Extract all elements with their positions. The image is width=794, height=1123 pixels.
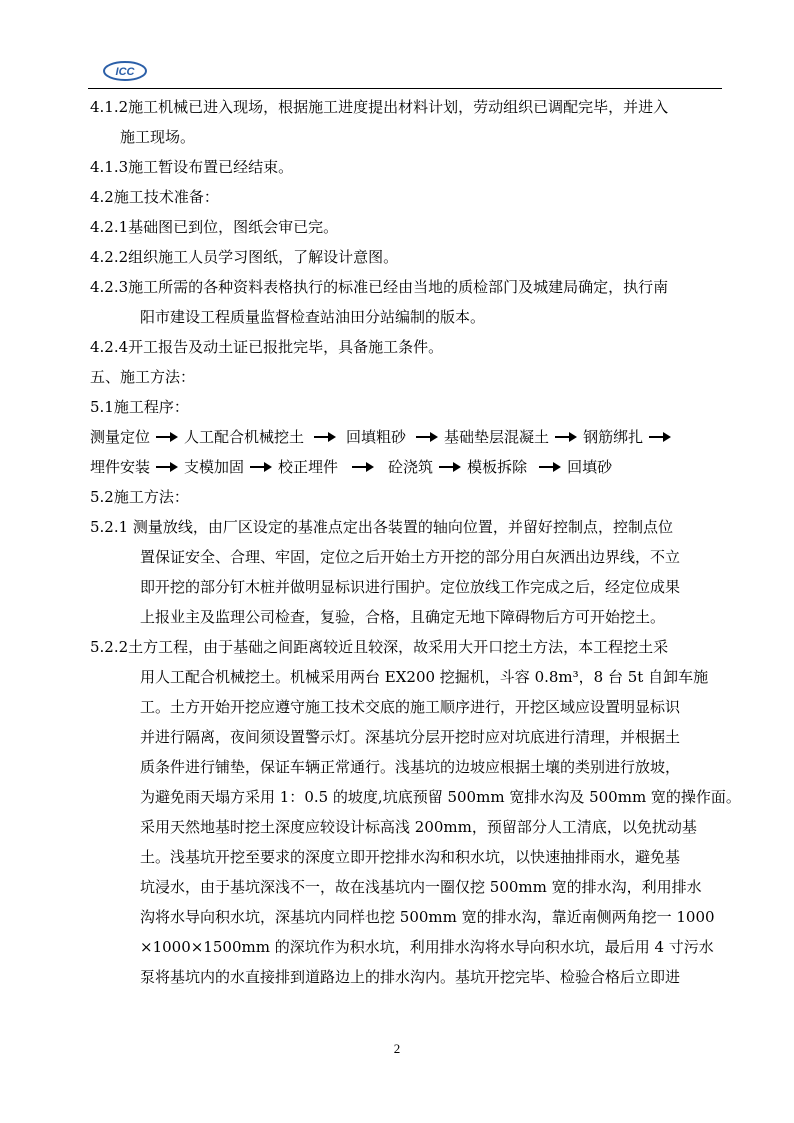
arrow-right-icon (314, 432, 336, 442)
flow-step: 基础垫层混凝土 (444, 428, 550, 446)
section-5-1-heading: 5.1施工程序： (90, 398, 189, 416)
section-5-2-heading: 5.2施工方法： (90, 488, 189, 506)
procedure-flow-row-1 (90, 422, 730, 452)
paragraph-line: 泵将基坑内的水直接排到道路边上的排水沟内。基坑开挖完毕、检验合格后立即进 (140, 968, 681, 986)
paragraph-5-2-2 (90, 632, 741, 992)
paragraph-line: 土。浅基坑开挖至要求的深度立即开挖排水沟和积水坑，以快速抽排雨水，避免基 (140, 848, 681, 866)
paragraph-line: 质条件进行铺垫，保证车辆正常通行。浅基坑的边坡应根据土壤的类别进行放坡， (140, 758, 681, 776)
section-4-1-3: 4.1.3施工暂设布置已经结束。 (90, 158, 294, 176)
page-number: 2 (393, 1041, 401, 1056)
paragraph-line: 为避免雨天塌方采用 1：0.5 的坡度,坑底预留 500mm 宽排水沟及 500mm 宽的操作面。 (140, 788, 741, 806)
section-4-2-heading: 4.2施工技术准备： (90, 188, 219, 206)
flow-step: 测量定位 (90, 428, 151, 446)
flow-step: 支模加固 (184, 458, 245, 476)
arrow-right-icon (539, 462, 561, 472)
paragraph-line: 5.2.1 测量放线，由厂区设定的基准点定出各装置的轴向位置，并留好控制点，控制点位 (90, 518, 673, 536)
paragraph-line: 即开挖的部分钉木桩并做明显标识进行围护。定位放线工作完成之后，经定位成果 (140, 578, 681, 596)
flow-step: 砼浇筑 (388, 458, 434, 476)
paragraph-line: 5.2.2土方工程，由于基础之间距离较近且较深，故采用大开口挖土方法，本工程挖土采 (90, 638, 669, 656)
paragraph-line: 沟将水导向积水坑，深基坑内同样也挖 500mm 宽的排水沟，靠近南侧两角挖一 1000 (140, 908, 715, 926)
arrow-right-icon (156, 462, 178, 472)
section-4-2-3: 4.2.3施工所需的各种资料表格执行的标准已经由当地的质检部门及城建局确定，执行南 (90, 278, 669, 296)
arrow-right-icon (352, 462, 374, 472)
flow-step: 埋件安装 (90, 458, 151, 476)
paragraph-line: 上报业主及监理公司检查，复验，合格，且确定无地下障碍物后方可开始挖土。 (140, 608, 666, 626)
arrow-right-icon (555, 432, 577, 442)
flow-step: 回填粗砂 (346, 428, 407, 446)
section-4-2-3-cont: 阳市建设工程质量监督检查站油田分站编制的版本。 (140, 308, 486, 326)
section-4-1-2-cont: 施工现场。 (120, 128, 196, 146)
section-4-1-2: 4.1.2施工机械已进入现场，根据施工进度提出材料计划，劳动组织已调配完毕，并进入 (90, 98, 669, 116)
paragraph-line: 用人工配合机械挖土。机械采用两台 EX200 挖掘机，斗容 0.8m³，8 台 5t 自卸车施 (140, 668, 709, 686)
arrow-right-icon (416, 432, 438, 442)
document-body (90, 92, 741, 992)
paragraph-5-2-1 (90, 512, 730, 632)
flow-step: 钢筋绑扎 (583, 428, 644, 446)
chapter-5-heading: 五、施工方法： (90, 368, 196, 386)
flow-step: 人工配合机械挖土 (184, 428, 305, 446)
paragraph-line: 并进行隔离，夜间须设置警示灯。深基坑分层开挖时应对坑底进行清理，并根据土 (140, 728, 681, 746)
arrow-right-icon (649, 432, 671, 442)
section-4-2-1: 4.2.1基础图已到位，图纸会审已完。 (90, 218, 339, 236)
section-4-2-4: 4.2.4开工报告及动土证已报批完毕，具备施工条件。 (90, 338, 444, 356)
paragraph-line: ×1000×1500mm 的深坑作为积水坑，利用排水沟将水导向积水坑，最后用 4 寸污水 (140, 938, 714, 956)
arrow-right-icon (250, 462, 272, 472)
company-logo (102, 60, 148, 82)
arrow-right-icon (439, 462, 461, 472)
paragraph-line: 工。土方开始开挖应遵守施工技术交底的施工顺序进行，开挖区域应设置明显标识 (140, 698, 681, 716)
section-4-2-2: 4.2.2组织施工人员学习图纸，了解设计意图。 (90, 248, 399, 266)
flow-step: 模板拆除 (467, 458, 528, 476)
header-rule (88, 88, 722, 89)
flow-step: 校正埋件 (278, 458, 339, 476)
logo-text: ICC (115, 66, 135, 78)
flow-step: 回填砂 (567, 458, 613, 476)
paragraph-line: 采用天然地基时挖土深度应较设计标高浅 200mm，预留部分人工清底，以免扰动基 (140, 818, 697, 836)
procedure-flow-row-2 (90, 452, 730, 482)
paragraph-line: 置保证安全、合理、牢固，定位之后开始土方开挖的部分用白灰洒出边界线，不立 (140, 548, 681, 566)
paragraph-line: 坑浸水，由于基坑深浅不一，故在浅基坑内一圈仅挖 500mm 宽的排水沟，利用排水 (140, 878, 702, 896)
arrow-right-icon (156, 432, 178, 442)
